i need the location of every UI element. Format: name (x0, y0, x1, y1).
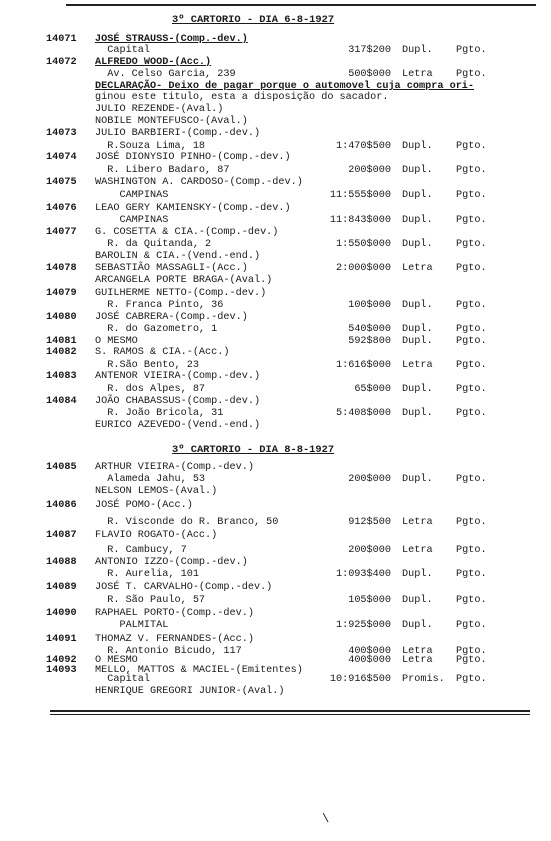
entry-type: Letra (402, 646, 433, 657)
entry-text: JULIO REZENDE-(Aval.) (95, 104, 224, 115)
entry-line (0, 34, 551, 45)
entry-text: CAMPINAS (95, 215, 169, 226)
entry-line (0, 324, 551, 335)
entry-code: 14075 (46, 177, 77, 188)
entry-code: 14088 (46, 557, 77, 568)
entry-amount: 11:555$000 (329, 190, 391, 201)
day-heading-2: 3º CARTORIO - DIA 8-8-1927 (172, 444, 335, 456)
entry-type: Dupl. (402, 474, 433, 485)
entry-line (0, 69, 551, 80)
entry-code: 14077 (46, 227, 77, 238)
entry-text: JOSÉ STRAUSS-(Comp.-dev.) (95, 34, 248, 45)
entry-text: R. Franca Pinto, 36 (95, 300, 224, 311)
entry-code: 14085 (46, 462, 77, 473)
entry-type: Dupl. (402, 595, 433, 606)
entry-text: ARTHUR VIEIRA-(Comp.-dev.) (95, 462, 254, 473)
entry-text: R.São Bento, 23 (95, 360, 199, 371)
entry-line (0, 634, 551, 645)
entry-type: Dupl. (402, 620, 433, 631)
entry-code: 14086 (46, 500, 77, 511)
entry-type: Dupl. (402, 239, 433, 250)
entry-type: Letra (402, 655, 433, 666)
entry-line (0, 674, 551, 685)
entry-amount: 10:916$500 (329, 674, 391, 685)
entry-text: JOSÉ DIONYSIO PINHO-(Comp.-dev.) (95, 152, 291, 163)
entry-type: Letra (402, 360, 433, 371)
entry-line (0, 312, 551, 323)
entry-status: Pgto. (456, 190, 487, 201)
entry-amount: 400$000 (348, 646, 391, 657)
entry-amount: 592$800 (348, 336, 391, 347)
entry-status: Pgto. (456, 300, 487, 311)
entry-code: 14093 (46, 665, 77, 676)
entry-text: ANTONIO IZZO-(Comp.-dev.) (95, 557, 248, 568)
entry-line (0, 557, 551, 568)
day-heading-1: 3º CARTORIO - DIA 6-8-1927 (172, 14, 335, 26)
entry-text: R. do Gazometro, 1 (95, 324, 218, 335)
entry-text: DECLARAÇÃO- Deixo de pagar porque o automovel cuja compra ori- (95, 81, 475, 92)
entry-amount: 912$500 (348, 517, 391, 528)
entry-type: Letra (402, 69, 433, 80)
entry-line (0, 486, 551, 497)
entry-amount: 500$000 (348, 69, 391, 80)
entry-code: 14071 (46, 34, 77, 45)
entry-line (0, 582, 551, 593)
entry-text: HENRIQUE GREGORI JUNIOR-(Aval.) (95, 686, 285, 697)
entry-status: Pgto. (456, 620, 487, 631)
entry-text: R. Aurelia, 101 (95, 569, 199, 580)
entry-amount: 2:000$000 (335, 263, 391, 274)
entry-type: Promis. (402, 674, 445, 685)
entry-text: JOSÉ CABRERA-(Comp.-dev.) (95, 312, 248, 323)
entry-line (0, 595, 551, 606)
entry-type: Dupl. (402, 569, 433, 580)
entry-amount: 1:550$000 (335, 239, 391, 250)
entry-text: ginou este titulo, esta a disposição do sacador. (95, 92, 389, 103)
entry-text: RAPHAEL PORTO-(Comp.-dev.) (95, 608, 254, 619)
entry-amount: 1:925$000 (335, 620, 391, 631)
entry-line (0, 239, 551, 250)
entry-status: Pgto. (456, 595, 487, 606)
entry-amount: 5:408$000 (335, 408, 391, 419)
entry-line (0, 251, 551, 262)
entry-line (0, 608, 551, 619)
entry-line (0, 57, 551, 68)
entry-code: 14078 (46, 263, 77, 274)
entry-status: Pgto. (456, 545, 487, 556)
entry-status: Pgto. (456, 674, 487, 685)
entry-line (0, 500, 551, 511)
entry-type: Letra (402, 263, 433, 274)
entry-text: NOBILE MONTEFUSCO-(Aval.) (95, 116, 248, 127)
entry-type: Dupl. (402, 408, 433, 419)
entry-status: Pgto. (456, 517, 487, 528)
entry-line (0, 165, 551, 176)
entry-line (0, 141, 551, 152)
entry-line (0, 517, 551, 528)
entry-text: R. Libero Badaro, 87 (95, 165, 230, 176)
entry-amount: 200$000 (348, 545, 391, 556)
entry-type: Dupl. (402, 215, 433, 226)
entry-text: Capital (95, 674, 151, 685)
entry-amount: 200$000 (348, 474, 391, 485)
entry-line (0, 215, 551, 226)
entry-line (0, 545, 551, 556)
entry-line (0, 45, 551, 56)
entry-text: S. RAMOS & CIA.-(Acc.) (95, 347, 230, 358)
entry-text: LEAO GERY KAMIENSKY-(Comp.-dev.) (95, 203, 291, 214)
entry-type: Dupl. (402, 190, 433, 201)
entry-line (0, 620, 551, 631)
entry-status: Pgto. (456, 215, 487, 226)
entry-line (0, 384, 551, 395)
entry-code: 14073 (46, 128, 77, 139)
entry-text: SEBASTIÃO MASSAGLI-(Acc.) (95, 263, 248, 274)
entry-status: Pgto. (456, 360, 487, 371)
entry-text: R. Cambucy, 7 (95, 545, 187, 556)
entry-text: R. dos Alpes, 87 (95, 384, 206, 395)
entry-line (0, 474, 551, 485)
entry-code: 14092 (46, 655, 77, 666)
entry-text: R. João Bricola, 31 (95, 408, 224, 419)
entry-text: MELLO, MATTOS & MACIEL-(Emitentes) (95, 665, 303, 676)
entry-line (0, 336, 551, 347)
entry-code: 14090 (46, 608, 77, 619)
entry-line (0, 128, 551, 139)
entry-status: Pgto. (456, 165, 487, 176)
entry-code: 14083 (46, 371, 77, 382)
entry-code: 14076 (46, 203, 77, 214)
entry-status: Pgto. (456, 324, 487, 335)
entry-amount: 540$000 (348, 324, 391, 335)
entry-status: Pgto. (456, 646, 487, 657)
entry-text: ANTENOR VIEIRA-(Comp.-dev.) (95, 371, 261, 382)
entry-status: Pgto. (456, 141, 487, 152)
entry-text: GUILHERME NETTO-(Comp.-dev.) (95, 288, 267, 299)
entry-text: R. Antonio Bicudo, 117 (95, 646, 242, 657)
entry-code: 14084 (46, 396, 77, 407)
entry-line (0, 81, 551, 92)
entry-status: Pgto. (456, 69, 487, 80)
entry-code: 14080 (46, 312, 77, 323)
entry-line (0, 371, 551, 382)
entry-text: THOMAZ V. FERNANDES-(Acc.) (95, 634, 254, 645)
entry-text: WASHINGTON A. CARDOSO-(Comp.-dev.) (95, 177, 303, 188)
scan-mark: \ (322, 812, 330, 826)
entry-amount: 1:470$500 (335, 141, 391, 152)
entry-amount: 105$000 (348, 595, 391, 606)
entry-status: Pgto. (456, 655, 487, 666)
entry-code: 14079 (46, 288, 77, 299)
entry-amount: 11:843$000 (329, 215, 391, 226)
entry-text: ALFREDO WOOD-(Acc.) (95, 57, 212, 68)
entry-text: Av. Celso Garcia, 239 (95, 69, 236, 80)
entry-type: Dupl. (402, 324, 433, 335)
entry-code: 14072 (46, 57, 77, 68)
entry-text: O MESMO (95, 336, 138, 347)
entry-line (0, 190, 551, 201)
entry-type: Dupl. (402, 336, 433, 347)
entry-line (0, 116, 551, 127)
entry-line (0, 92, 551, 103)
entry-text: R.Souza Lima, 18 (95, 141, 206, 152)
entry-text: BAROLIN & CIA.-(Vend.-end.) (95, 251, 261, 262)
entry-line (0, 347, 551, 358)
entry-line (0, 396, 551, 407)
entry-text: Alameda Jahu, 53 (95, 474, 206, 485)
entry-code: 14091 (46, 634, 77, 645)
entry-text: JOÃO CHABASSUS-(Comp.-dev.) (95, 396, 261, 407)
entry-text: R. São Paulo, 57 (95, 595, 206, 606)
entry-amount: 100$000 (348, 300, 391, 311)
bottom-rule-2 (50, 714, 530, 715)
entry-line (0, 530, 551, 541)
entry-line (0, 203, 551, 214)
entry-status: Pgto. (456, 263, 487, 274)
entry-text: O MESMO (95, 655, 138, 666)
entry-type: Dupl. (402, 384, 433, 395)
entry-text: JOSÉ T. CARVALHO-(Comp.-dev.) (95, 582, 273, 593)
entry-line (0, 152, 551, 163)
top-rule (66, 4, 536, 6)
entry-amount: 317$200 (348, 45, 391, 56)
entry-status: Pgto. (456, 384, 487, 395)
entry-type: Letra (402, 517, 433, 528)
entry-amount: 65$000 (354, 384, 391, 395)
entry-code: 14074 (46, 152, 77, 163)
entry-line (0, 263, 551, 274)
entry-line (0, 227, 551, 238)
entry-code: 14089 (46, 582, 77, 593)
entry-text: G. COSETTA & CIA.-(Comp.-dev.) (95, 227, 279, 238)
entry-code: 14082 (46, 347, 77, 358)
bottom-rule-1 (50, 710, 530, 712)
entry-type: Dupl. (402, 300, 433, 311)
entry-type: Dupl. (402, 141, 433, 152)
entry-status: Pgto. (456, 569, 487, 580)
entry-amount: 1:093$400 (335, 569, 391, 580)
entry-line (0, 104, 551, 115)
entry-line (0, 408, 551, 419)
entry-status: Pgto. (456, 336, 487, 347)
entry-code: 14087 (46, 530, 77, 541)
entry-text: PALMITAL (95, 620, 169, 631)
entry-line (0, 686, 551, 697)
entry-line (0, 420, 551, 431)
entry-status: Pgto. (456, 474, 487, 485)
entry-line (0, 360, 551, 371)
entry-line (0, 288, 551, 299)
entry-text: R. Visconde do R. Branco, 50 (95, 517, 279, 528)
entry-line (0, 300, 551, 311)
entry-status: Pgto. (456, 45, 487, 56)
entry-text: NELSON LEMOS-(Aval.) (95, 486, 218, 497)
entry-line (0, 177, 551, 188)
entry-amount: 200$000 (348, 165, 391, 176)
entry-type: Dupl. (402, 165, 433, 176)
entry-text: EURICO AZEVEDO-(Vend.-end.) (95, 420, 261, 431)
entry-line (0, 569, 551, 580)
entry-type: Letra (402, 545, 433, 556)
entry-text: CAMPINAS (95, 190, 169, 201)
entry-code: 14081 (46, 336, 77, 347)
entry-status: Pgto. (456, 239, 487, 250)
entry-type: Dupl. (402, 45, 433, 56)
entry-text: R. da Quitanda, 2 (95, 239, 212, 250)
entry-text: FLAVIO ROGATO-(Acc.) (95, 530, 218, 541)
entry-amount: 400$000 (348, 655, 391, 666)
entry-text: ARCANGELA PORTE BRAGA-(Aval.) (95, 275, 273, 286)
entry-text: JOSÉ POMO-(Acc.) (95, 500, 193, 511)
entry-status: Pgto. (456, 408, 487, 419)
entry-text: JULIO BARBIERI-(Comp.-dev.) (95, 128, 261, 139)
entry-line (0, 275, 551, 286)
entry-amount: 1:616$000 (335, 360, 391, 371)
entry-text: Capital (95, 45, 151, 56)
entry-line (0, 462, 551, 473)
